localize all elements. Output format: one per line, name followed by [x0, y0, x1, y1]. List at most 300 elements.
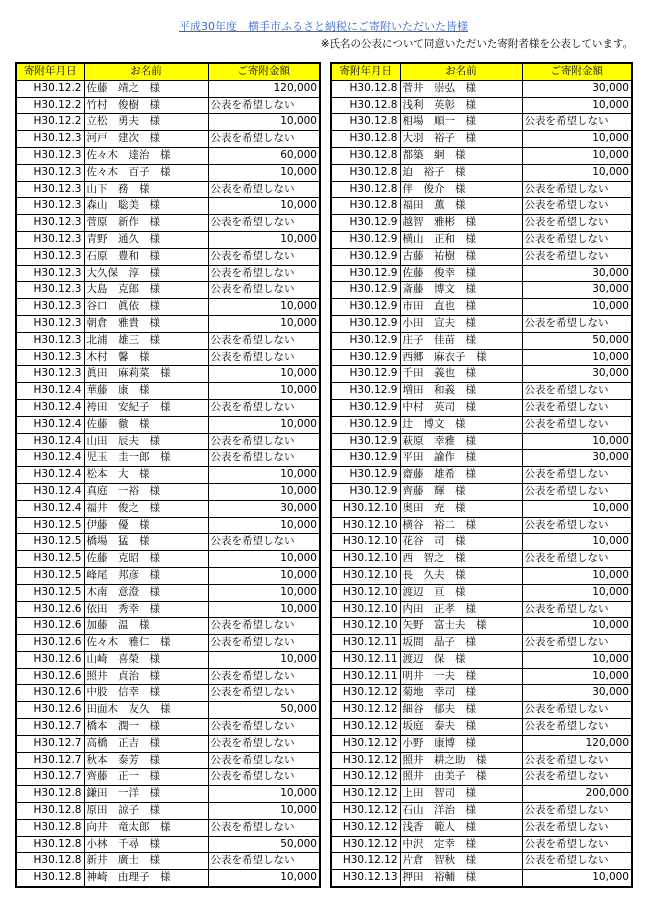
- name-cell: 中沢 定幸 様: [400, 836, 522, 853]
- table-row: [16, 416, 320, 433]
- date-cell: H30.12.4: [16, 399, 84, 416]
- date-cell: H30.12.12: [331, 853, 400, 870]
- name-cell: 福田 薫 様: [400, 198, 522, 215]
- amount-cell: 10,000: [208, 164, 320, 181]
- name-cell: 坂間 晶子 様: [400, 635, 522, 652]
- date-cell: H30.12.2: [16, 97, 84, 114]
- name-cell: 西 智之 様: [400, 551, 522, 568]
- date-cell: H30.12.4: [16, 500, 84, 517]
- date-cell: H30.12.7: [16, 752, 84, 769]
- amount-cell: 公表を希望しない: [208, 819, 320, 836]
- date-cell: H30.12.3: [16, 315, 84, 332]
- date-cell: H30.12.3: [16, 164, 84, 181]
- amount-cell: 公表を希望しない: [208, 433, 320, 450]
- name-cell: 庄子 佳苗 様: [400, 332, 522, 349]
- name-cell: 上田 智司 様: [400, 786, 522, 803]
- name-cell: 佐々木 雅仁 様: [84, 635, 208, 652]
- date-cell: H30.12.12: [331, 702, 400, 719]
- amount-cell: 公表を希望しない: [208, 215, 320, 232]
- amount-cell: 120,000: [208, 80, 320, 97]
- name-cell: 青野 通久 様: [84, 231, 208, 248]
- table-row: [331, 819, 632, 836]
- name-cell: 越智 雅彬 様: [400, 215, 522, 232]
- date-cell: H30.12.8: [331, 131, 400, 148]
- amount-cell: 200,000: [522, 786, 632, 803]
- table-row: [16, 231, 320, 248]
- table-row: [16, 786, 320, 803]
- date-cell: H30.12.7: [16, 769, 84, 786]
- table-row: [16, 702, 320, 719]
- table-row: [331, 332, 632, 349]
- date-cell: H30.12.10: [331, 618, 400, 635]
- table-row: [331, 534, 632, 551]
- name-cell: 平田 諭作 様: [400, 450, 522, 467]
- amount-cell: 10,000: [208, 366, 320, 383]
- name-cell: 竹村 俊樹 様: [84, 97, 208, 114]
- name-cell: 菊地 幸司 様: [400, 685, 522, 702]
- table-row: [331, 803, 632, 820]
- date-cell: H30.12.2: [16, 80, 84, 97]
- date-cell: H30.12.9: [331, 399, 400, 416]
- amount-cell: 公表を希望しない: [208, 399, 320, 416]
- amount-cell: 公表を希望しない: [208, 618, 320, 635]
- header-amount: ご寄附金額: [208, 63, 320, 80]
- name-cell: 坂庭 泰夫 様: [400, 719, 522, 736]
- name-cell: 横谷 裕二 様: [400, 517, 522, 534]
- table-row: [16, 483, 320, 500]
- amount-cell: 公表を希望しない: [522, 517, 632, 534]
- amount-cell: 30,000: [522, 80, 632, 97]
- name-cell: 佐々木 百子 様: [84, 164, 208, 181]
- table-row: [331, 517, 632, 534]
- table-row: [16, 719, 320, 736]
- amount-cell: 公表を希望しない: [522, 383, 632, 400]
- donor-table-right: [330, 62, 633, 888]
- name-cell: 小田 宣夫 様: [400, 315, 522, 332]
- amount-cell: 10,000: [208, 584, 320, 601]
- page-title[interactable]: 平成30年度 横手市ふるさと納税にご寄附いただいた皆様: [179, 20, 468, 33]
- date-cell: H30.12.9: [331, 265, 400, 282]
- amount-cell: 10,000: [522, 618, 632, 635]
- name-cell: 福井 俊之 様: [84, 500, 208, 517]
- date-cell: H30.12.12: [331, 752, 400, 769]
- table-row: [16, 315, 320, 332]
- amount-cell: 10,000: [208, 601, 320, 618]
- date-cell: H30.12.12: [331, 769, 400, 786]
- amount-cell: 10,000: [522, 500, 632, 517]
- amount-cell: 公表を希望しない: [522, 551, 632, 568]
- amount-cell: 10,000: [208, 231, 320, 248]
- amount-cell: 公表を希望しない: [208, 719, 320, 736]
- table-row: [331, 719, 632, 736]
- date-cell: H30.12.9: [331, 282, 400, 299]
- amount-cell: 10,000: [522, 131, 632, 148]
- name-cell: 菅井 崇弘 様: [400, 80, 522, 97]
- date-cell: H30.12.3: [16, 181, 84, 198]
- date-cell: H30.12.6: [16, 651, 84, 668]
- date-cell: H30.12.3: [16, 215, 84, 232]
- table-row: [331, 433, 632, 450]
- amount-cell: 公表を希望しない: [522, 114, 632, 131]
- name-cell: 浅利 英彰 様: [400, 97, 522, 114]
- amount-cell: 10,000: [522, 870, 632, 887]
- amount-cell: 公表を希望しない: [208, 97, 320, 114]
- date-cell: H30.12.11: [331, 651, 400, 668]
- date-cell: H30.12.13: [331, 870, 400, 887]
- table-row: [16, 433, 320, 450]
- date-cell: H30.12.8: [331, 114, 400, 131]
- name-cell: 大久保 淳 様: [84, 265, 208, 282]
- name-cell: 齋藤 雄希 様: [400, 467, 522, 484]
- table-row: [331, 651, 632, 668]
- date-cell: H30.12.8: [16, 853, 84, 870]
- table-row: [331, 349, 632, 366]
- name-cell: 橋本 潤一 様: [84, 719, 208, 736]
- date-cell: H30.12.7: [16, 735, 84, 752]
- amount-cell: 10,000: [208, 198, 320, 215]
- amount-cell: 10,000: [208, 551, 320, 568]
- name-cell: 押田 裕輔 様: [400, 870, 522, 887]
- name-cell: 辻 博文 様: [400, 416, 522, 433]
- amount-cell: 30,000: [522, 366, 632, 383]
- date-cell: H30.12.4: [16, 450, 84, 467]
- name-cell: 石原 豊和 様: [84, 248, 208, 265]
- table-row: [16, 517, 320, 534]
- amount-cell: 10,000: [208, 651, 320, 668]
- name-cell: 谷口 眞依 様: [84, 299, 208, 316]
- amount-cell: 公表を希望しない: [522, 702, 632, 719]
- table-row: [16, 534, 320, 551]
- date-cell: H30.12.3: [16, 131, 84, 148]
- amount-cell: 公表を希望しない: [522, 719, 632, 736]
- disclosure-note: ※氏名の公表について同意いただいた寄附者様を公表しています。: [320, 38, 633, 50]
- date-cell: H30.12.2: [16, 114, 84, 131]
- table-row: [16, 870, 320, 887]
- table-row: [16, 500, 320, 517]
- amount-cell: 10,000: [208, 315, 320, 332]
- name-cell: 片倉 智秋 様: [400, 853, 522, 870]
- date-cell: H30.12.10: [331, 551, 400, 568]
- name-cell: 奥田 充 様: [400, 500, 522, 517]
- table-row: [16, 265, 320, 282]
- date-cell: H30.12.12: [331, 685, 400, 702]
- table-row: [331, 551, 632, 568]
- amount-cell: 30,000: [522, 685, 632, 702]
- date-cell: H30.12.9: [331, 315, 400, 332]
- date-cell: H30.12.3: [16, 282, 84, 299]
- date-cell: H30.12.10: [331, 500, 400, 517]
- name-cell: 照井 貞治 様: [84, 668, 208, 685]
- date-cell: H30.12.3: [16, 265, 84, 282]
- table-row: [16, 601, 320, 618]
- name-cell: 大羽 裕子 様: [400, 131, 522, 148]
- table-row: [331, 483, 632, 500]
- amount-cell: 10,000: [522, 147, 632, 164]
- amount-cell: 120,000: [522, 735, 632, 752]
- date-cell: H30.12.10: [331, 584, 400, 601]
- name-cell: 佐藤 克昭 様: [84, 551, 208, 568]
- amount-cell: 50,000: [208, 702, 320, 719]
- table-row: [16, 668, 320, 685]
- name-cell: 高橋 正吉 様: [84, 735, 208, 752]
- name-cell: 鎌田 一洋 様: [84, 786, 208, 803]
- date-cell: H30.12.11: [331, 635, 400, 652]
- table-row: [331, 231, 632, 248]
- table-row: [16, 215, 320, 232]
- table-row: [16, 114, 320, 131]
- amount-cell: 公表を希望しない: [208, 332, 320, 349]
- table-row: [331, 567, 632, 584]
- amount-cell: 公表を希望しない: [208, 450, 320, 467]
- amount-cell: 10,000: [522, 668, 632, 685]
- table-row: [16, 735, 320, 752]
- name-cell: 明井 一夫 様: [400, 668, 522, 685]
- table-row: [331, 467, 632, 484]
- amount-cell: 公表を希望しない: [522, 198, 632, 215]
- date-cell: H30.12.8: [331, 80, 400, 97]
- date-cell: H30.12.6: [16, 668, 84, 685]
- date-cell: H30.12.6: [16, 601, 84, 618]
- date-cell: H30.12.3: [16, 332, 84, 349]
- name-cell: 渡辺 亘 様: [400, 584, 522, 601]
- table-row: [16, 131, 320, 148]
- amount-cell: 公表を希望しない: [522, 248, 632, 265]
- date-cell: H30.12.9: [331, 231, 400, 248]
- table-row: [16, 299, 320, 316]
- table-row: [16, 147, 320, 164]
- name-cell: 朝倉 雅貴 様: [84, 315, 208, 332]
- table-row: [331, 752, 632, 769]
- donor-table-left: [15, 62, 321, 888]
- table-row: [16, 181, 320, 198]
- table-row: [331, 299, 632, 316]
- amount-cell: 50,000: [208, 836, 320, 853]
- table-row: [331, 450, 632, 467]
- table-row: [16, 80, 320, 97]
- date-cell: H30.12.4: [16, 433, 84, 450]
- amount-cell: 公表を希望しない: [208, 349, 320, 366]
- date-cell: H30.12.8: [331, 181, 400, 198]
- name-cell: 浅香 範人 様: [400, 819, 522, 836]
- table-row: [331, 836, 632, 853]
- amount-cell: 公表を希望しない: [208, 752, 320, 769]
- name-cell: 新井 廣士 様: [84, 853, 208, 870]
- date-cell: H30.12.3: [16, 231, 84, 248]
- table-row: [16, 618, 320, 635]
- date-cell: H30.12.8: [331, 164, 400, 181]
- date-cell: H30.12.3: [16, 147, 84, 164]
- date-cell: H30.12.9: [331, 383, 400, 400]
- name-cell: 大島 克郎 様: [84, 282, 208, 299]
- amount-cell: 10,000: [208, 416, 320, 433]
- table-row: [331, 668, 632, 685]
- name-cell: 横山 正和 様: [400, 231, 522, 248]
- table-row: [331, 97, 632, 114]
- table-row: [16, 584, 320, 601]
- name-cell: 増田 和義 様: [400, 383, 522, 400]
- date-cell: H30.12.3: [16, 366, 84, 383]
- amount-cell: 30,000: [522, 450, 632, 467]
- name-cell: 田面木 友久 様: [84, 702, 208, 719]
- name-cell: 齊藤 正一 様: [84, 769, 208, 786]
- name-cell: 木南 意澄 様: [84, 584, 208, 601]
- table-row: [16, 769, 320, 786]
- amount-cell: 公表を希望しない: [522, 601, 632, 618]
- amount-cell: 10,000: [208, 299, 320, 316]
- name-cell: 石山 洋治 様: [400, 803, 522, 820]
- date-cell: H30.12.5: [16, 517, 84, 534]
- amount-cell: 10,000: [208, 467, 320, 484]
- name-cell: 秋本 泰芳 様: [84, 752, 208, 769]
- amount-cell: 30,000: [208, 500, 320, 517]
- date-cell: H30.12.12: [331, 803, 400, 820]
- amount-cell: 公表を希望しない: [208, 534, 320, 551]
- date-cell: H30.12.10: [331, 517, 400, 534]
- name-cell: 照井 耕之助 様: [400, 752, 522, 769]
- amount-cell: 公表を希望しない: [522, 399, 632, 416]
- table-row: [331, 366, 632, 383]
- amount-cell: 10,000: [522, 651, 632, 668]
- date-cell: H30.12.6: [16, 618, 84, 635]
- amount-cell: 公表を希望しない: [208, 265, 320, 282]
- date-cell: H30.12.9: [331, 299, 400, 316]
- table-row: [16, 383, 320, 400]
- name-cell: 長 久夫 様: [400, 567, 522, 584]
- table-row: [16, 248, 320, 265]
- date-cell: H30.12.9: [331, 349, 400, 366]
- amount-cell: 公表を希望しない: [522, 752, 632, 769]
- table-row: [331, 265, 632, 282]
- date-cell: H30.12.4: [16, 467, 84, 484]
- name-cell: 山下 務 様: [84, 181, 208, 198]
- date-cell: H30.12.10: [331, 534, 400, 551]
- table-row: [331, 248, 632, 265]
- date-cell: H30.12.8: [16, 803, 84, 820]
- header-name: お名前: [84, 63, 208, 80]
- date-cell: H30.12.9: [331, 467, 400, 484]
- amount-cell: 10,000: [208, 870, 320, 887]
- date-cell: H30.12.12: [331, 786, 400, 803]
- date-cell: H30.12.3: [16, 349, 84, 366]
- table-row: [16, 836, 320, 853]
- name-cell: 中股 信幸 様: [84, 685, 208, 702]
- header-name: お名前: [400, 63, 522, 80]
- date-cell: H30.12.9: [331, 248, 400, 265]
- amount-cell: 公表を希望しない: [208, 131, 320, 148]
- name-cell: 佐々木 達治 様: [84, 147, 208, 164]
- amount-cell: 公表を希望しない: [522, 819, 632, 836]
- table-row: [331, 80, 632, 97]
- table-row: [331, 416, 632, 433]
- name-cell: 北浦 雄三 様: [84, 332, 208, 349]
- amount-cell: 10,000: [522, 567, 632, 584]
- date-cell: H30.12.8: [16, 836, 84, 853]
- table-row: [331, 198, 632, 215]
- amount-cell: 50,000: [522, 332, 632, 349]
- amount-cell: 公表を希望しない: [208, 282, 320, 299]
- amount-cell: 10,000: [522, 164, 632, 181]
- amount-cell: 公表を希望しない: [522, 769, 632, 786]
- name-cell: 山崎 喜榮 様: [84, 651, 208, 668]
- amount-cell: 公表を希望しない: [522, 416, 632, 433]
- date-cell: H30.12.8: [16, 819, 84, 836]
- amount-cell: 30,000: [522, 265, 632, 282]
- amount-cell: 公表を希望しない: [522, 483, 632, 500]
- date-cell: H30.12.4: [16, 416, 84, 433]
- table-row: [331, 769, 632, 786]
- name-cell: 森山 聡美 様: [84, 198, 208, 215]
- table-row: [331, 618, 632, 635]
- table-row: [16, 366, 320, 383]
- amount-cell: 10,000: [208, 786, 320, 803]
- table-row: [331, 870, 632, 887]
- table-row: [331, 786, 632, 803]
- name-cell: 佐藤 靖之 様: [84, 80, 208, 97]
- date-cell: H30.12.12: [331, 819, 400, 836]
- amount-cell: 公表を希望しない: [208, 668, 320, 685]
- amount-cell: 60,000: [208, 147, 320, 164]
- table-row: [16, 651, 320, 668]
- name-cell: 古藤 祐樹 様: [400, 248, 522, 265]
- amount-cell: 10,000: [208, 483, 320, 500]
- amount-cell: 公表を希望しない: [522, 215, 632, 232]
- amount-cell: 公表を希望しない: [522, 635, 632, 652]
- amount-cell: 10,000: [522, 534, 632, 551]
- date-cell: H30.12.9: [331, 450, 400, 467]
- name-cell: 細谷 郁夫 様: [400, 702, 522, 719]
- name-cell: 迫 裕子 様: [400, 164, 522, 181]
- name-cell: 中村 英司 様: [400, 399, 522, 416]
- table-row: [16, 567, 320, 584]
- name-cell: 眞田 麻莉菜 様: [84, 366, 208, 383]
- table-row: [331, 147, 632, 164]
- name-cell: 千田 義也 様: [400, 366, 522, 383]
- table-row: [16, 349, 320, 366]
- amount-cell: 10,000: [522, 584, 632, 601]
- table-row: [16, 332, 320, 349]
- table-row: [16, 97, 320, 114]
- date-cell: H30.12.8: [331, 97, 400, 114]
- table-row: [16, 685, 320, 702]
- name-cell: 佐藤 徹 様: [84, 416, 208, 433]
- amount-cell: 公表を希望しない: [208, 853, 320, 870]
- name-cell: 加藤 温 様: [84, 618, 208, 635]
- table-row: [331, 735, 632, 752]
- date-cell: H30.12.9: [331, 215, 400, 232]
- table-header-row: [331, 63, 632, 80]
- name-cell: 伊藤 優 様: [84, 517, 208, 534]
- table-row: [16, 467, 320, 484]
- amount-cell: 10,000: [522, 299, 632, 316]
- table-row: [331, 702, 632, 719]
- name-cell: 市田 直也 様: [400, 299, 522, 316]
- table-row: [331, 164, 632, 181]
- date-cell: H30.12.9: [331, 433, 400, 450]
- amount-cell: 30,000: [522, 282, 632, 299]
- amount-cell: 公表を希望しない: [522, 315, 632, 332]
- date-cell: H30.12.12: [331, 735, 400, 752]
- table-row: [331, 853, 632, 870]
- date-cell: H30.12.5: [16, 534, 84, 551]
- name-cell: 小野 康博 様: [400, 735, 522, 752]
- name-cell: 矢野 富士夫 様: [400, 618, 522, 635]
- table-row: [16, 819, 320, 836]
- table-row: [16, 853, 320, 870]
- header-date: 寄附年月日: [16, 63, 84, 80]
- table-row: [16, 450, 320, 467]
- table-row: [331, 383, 632, 400]
- name-cell: 伴 俊介 様: [400, 181, 522, 198]
